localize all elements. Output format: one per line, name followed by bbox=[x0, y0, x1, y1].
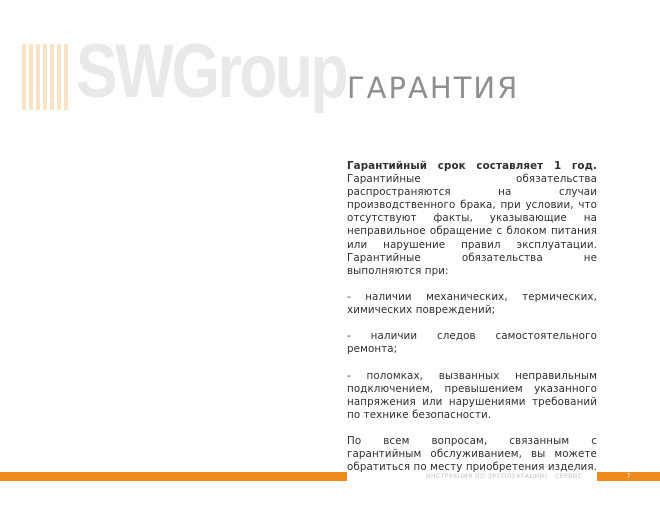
logo-wordmark: SWGroup bbox=[76, 29, 347, 114]
page-number-bar bbox=[597, 472, 660, 481]
intro-text: Гарантийные обязательства распространяются на случаи производственного брака, при условии, что отсутствуют факты, указывающие на неправильное обращение с блоком питания или нарушение правил эксплуатации. Гарантийные обязательства не выполняются при: bbox=[347, 173, 597, 277]
page-title: ГАРАНТИЯ bbox=[347, 71, 520, 105]
footer-separator: / bbox=[545, 473, 548, 480]
footer-section-label: СЕРВИС bbox=[555, 473, 583, 480]
warranty-text bbox=[347, 160, 597, 487]
page-number: 7 bbox=[626, 473, 631, 480]
swgroup-logo bbox=[22, 29, 347, 130]
closing-paragraph: По всем вопросам, связанным с гарантийным обслуживанием, вы можете обратиться по месту приобретения изделия. bbox=[347, 434, 597, 474]
condition-item: - наличии механических, термических, химических повреждений; bbox=[347, 290, 597, 317]
warranty-term: Гарантийный срок составляет 1 год. bbox=[347, 160, 597, 172]
sun-rays-icon bbox=[22, 44, 70, 110]
footer-accent-bar bbox=[0, 472, 347, 481]
condition-item: - поломках, вызванных неправильным подключением, превышением указанного напряжения или нарушениями требований по технике безопасности. bbox=[347, 369, 597, 421]
intro-paragraph bbox=[347, 160, 597, 278]
condition-item: - наличии следов самостоятельного ремонта; bbox=[347, 330, 597, 356]
footer-doc-label: ИНСТРУКЦИЯ ПО ЭКСПЛУАТАЦИИ bbox=[426, 473, 545, 480]
